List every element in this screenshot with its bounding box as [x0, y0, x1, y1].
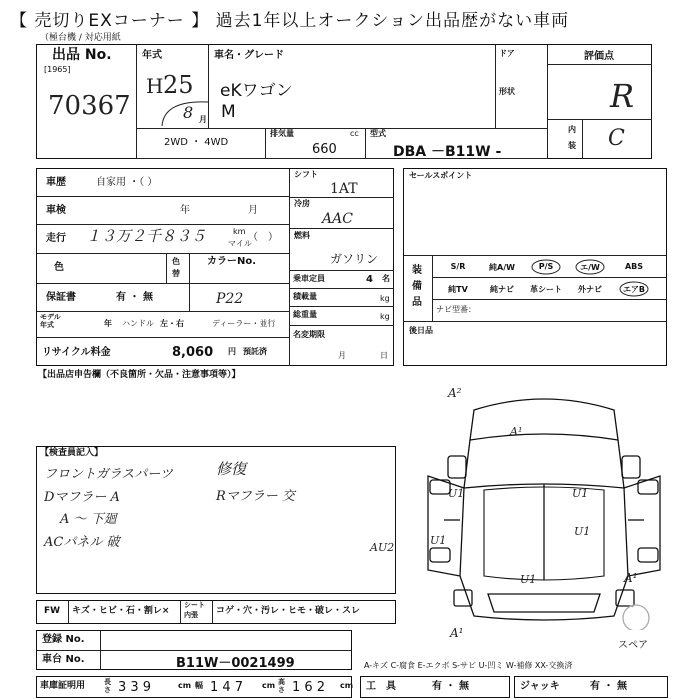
- shift-value: 1AT: [330, 181, 358, 197]
- equipment-label-2: 備: [412, 281, 422, 292]
- inspector-note-2: Dマフラー A: [44, 490, 120, 505]
- recycle-amount: 8,060: [172, 345, 214, 360]
- width-label: 幅: [195, 681, 203, 690]
- lot-number: 70367: [48, 91, 131, 121]
- interior-label-1: 内: [568, 125, 576, 134]
- tools-value: 有 ・ 無: [432, 681, 469, 692]
- fuel-label: 燃料: [294, 231, 310, 240]
- spare-label: スペア: [618, 640, 648, 651]
- car-name: eKワゴン: [220, 81, 293, 101]
- equip-abs: ABS: [624, 262, 644, 271]
- equip-leather: 革シート: [530, 285, 562, 294]
- tools-label: 工 具: [366, 681, 396, 692]
- month-unit: 月: [199, 115, 207, 124]
- height-unit: cm: [340, 681, 354, 690]
- model-year-label: モデル年式: [40, 313, 61, 329]
- fw-label: FW: [44, 606, 61, 616]
- equip-pw: エ/W: [580, 263, 600, 272]
- height-value: 1 6 2: [292, 680, 326, 695]
- lot-label: 出品 No.: [52, 47, 112, 63]
- inspection-label: 車検: [46, 205, 66, 216]
- dealer-label: ディーラー・並行: [212, 319, 276, 328]
- mileage-unit2: マイル: [228, 239, 252, 248]
- model-label: 型式: [370, 129, 386, 138]
- inspector-note-6: Rマフラー 交: [216, 489, 295, 504]
- car-grade: M: [221, 102, 236, 122]
- height-label: 高さ: [278, 678, 285, 694]
- chassis-label: 車台 No.: [42, 654, 85, 665]
- diagram-mark-7: AU2: [370, 541, 395, 554]
- handle-label: ハンドル: [122, 319, 154, 328]
- equip-navi: 純ナビ: [490, 285, 514, 294]
- deadline-label: 名変期限: [293, 330, 325, 339]
- lot-small-number: [1965]: [44, 65, 71, 74]
- door-label: ドア: [499, 49, 515, 58]
- handle-value: 左・右: [160, 319, 184, 328]
- interior-score: C: [608, 126, 625, 151]
- load-unit: kg: [380, 294, 390, 303]
- name-label: 車名・グレード: [214, 50, 284, 61]
- equipment-label-3: 品: [412, 297, 422, 308]
- diagram-mark-6: U1: [574, 525, 591, 538]
- equipment-circles: [526, 257, 662, 299]
- interior-label-2: 装: [568, 141, 576, 150]
- deadline-month: 月: [338, 351, 346, 360]
- seat-items: コゲ・穴・汚レ・ヒモ・破レ・スレ: [216, 606, 361, 616]
- color-label: 色: [54, 262, 64, 273]
- damage-legend: A-キズ C-腐食 E-エクボ S-サビ U-凹ミ W-補修 XX-交換済: [364, 661, 573, 670]
- diagram-mark-3: U1: [448, 487, 465, 500]
- equip-ps: P/S: [538, 262, 554, 271]
- mileage-value: １３万２千８３５: [86, 227, 207, 245]
- weight-unit: kg: [380, 312, 390, 321]
- ac-label: 冷房: [294, 199, 310, 208]
- diagram-mark-4: U1: [572, 487, 589, 500]
- color-sub-label: 色替: [172, 257, 180, 278]
- fuel-value: ガソリン: [330, 252, 379, 266]
- recycle-label: リサイクル料金: [42, 347, 111, 358]
- diagram-mark-10: A¹: [450, 626, 464, 640]
- form-subheader: （極台機 / 対応用紙: [40, 33, 121, 43]
- equip-airbag: エアB: [622, 285, 646, 294]
- seat-label-2: 内張: [184, 611, 198, 619]
- inspector-note-3: A ～ 下廻: [60, 512, 117, 527]
- displacement-unit: cc: [350, 129, 359, 138]
- equip-sr: S/R: [450, 262, 466, 271]
- inspector-note-4: ACパネル 破: [44, 535, 120, 550]
- model-year-unit: 年: [104, 319, 112, 328]
- width-unit: cm: [262, 681, 276, 690]
- deadline-day: 日: [380, 351, 388, 360]
- mileage-unit: km: [233, 227, 246, 236]
- inspector-note-5: 修復: [216, 460, 247, 478]
- registration-label: 登録 No.: [42, 634, 85, 645]
- history-value: 自家用 ・（ ）: [96, 177, 158, 188]
- capacity-label: 乗車定員: [293, 274, 325, 283]
- inspection-month: 月: [248, 205, 258, 216]
- equipment-label-1: 装: [412, 265, 422, 276]
- jack-label: ジャッキ: [520, 681, 560, 692]
- color-no-label: カラーNo.: [207, 256, 257, 267]
- model-code: DBA －B11W ‐: [393, 144, 502, 160]
- weight-label: 総重量: [293, 310, 317, 319]
- load-label: 積載量: [293, 292, 317, 301]
- notes-label: 後日品: [409, 326, 433, 335]
- length-value: 3 3 9: [118, 680, 152, 695]
- equip-ext-navi: 外ナビ: [578, 285, 602, 294]
- warranty-value: 有 ・ 無: [116, 292, 153, 303]
- diagram-mark-8: U1: [520, 573, 537, 586]
- mileage-label: 走行: [46, 233, 66, 244]
- declaration-label: 【出品店申告欄（不良箇所・欠品・注意事項等）】: [38, 370, 241, 380]
- car-damage-diagram: [404, 380, 684, 630]
- diagram-mark-2: A¹: [510, 425, 523, 438]
- seat-label-1: シート: [184, 601, 205, 609]
- ac-value: AAC: [322, 211, 353, 227]
- length-label: 長さ: [104, 678, 111, 694]
- capacity-unit: 名: [382, 274, 390, 283]
- month-value: 8: [183, 103, 194, 122]
- sales-point-label: セールスポイント: [409, 171, 473, 180]
- length-unit: cm: [178, 681, 192, 690]
- drive-type: 2WD ・ 4WD: [164, 137, 229, 148]
- chassis-number: B11W－0021499: [176, 656, 295, 671]
- diagram-mark-1: A²: [448, 386, 462, 400]
- color-no-value: P22: [216, 291, 244, 307]
- navi-model-label: ナビ型番：: [436, 305, 476, 314]
- shape-label: 形状: [499, 87, 515, 96]
- equip-tv: 純TV: [448, 285, 468, 294]
- year-era: H: [146, 74, 164, 98]
- auction-banner: 【 売切りEXコーナー 】 過去1年以上オークション出品歴がない車両: [10, 11, 570, 31]
- year-label: 年式: [142, 50, 162, 61]
- inspector-label: 【検査員記入】: [40, 448, 104, 458]
- size-label: 車庫証明用: [40, 681, 86, 691]
- history-label: 車歴: [46, 177, 66, 188]
- displacement-label: 排気量: [270, 129, 294, 138]
- warranty-label: 保証書: [46, 292, 76, 303]
- fw-items: キズ・ヒビ・石・割レ×: [72, 606, 170, 616]
- rating-label: 評価点: [584, 51, 614, 62]
- inspection-year: 年: [180, 205, 190, 216]
- inspector-note-1: フロントガラスパーツ: [44, 467, 173, 482]
- recycle-unit: 円: [228, 347, 236, 356]
- diagram-mark-9: A¹: [624, 571, 638, 585]
- equip-alloy: 純A/W: [489, 263, 515, 272]
- rating-score: R: [610, 77, 635, 115]
- displacement-value: 660: [312, 142, 337, 157]
- year-value: 25: [163, 71, 194, 99]
- shift-label: シフト: [294, 170, 318, 179]
- width-value: 1 4 7: [210, 680, 244, 695]
- capacity-value: 4: [366, 274, 373, 285]
- recycle-note: 預託済: [243, 347, 267, 356]
- diagram-mark-5: U1: [430, 534, 447, 547]
- jack-value: 有 ・ 無: [590, 681, 627, 692]
